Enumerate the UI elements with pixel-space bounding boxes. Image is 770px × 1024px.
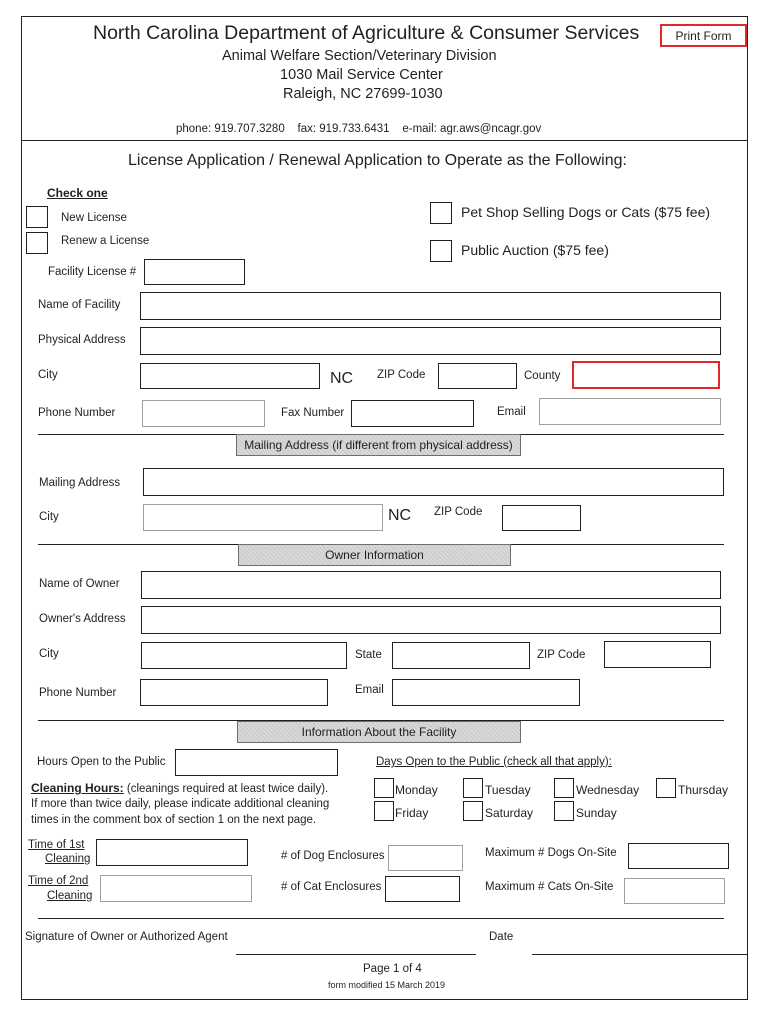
max-dogs-field[interactable] [628,843,729,869]
facility-zip-field[interactable] [438,363,517,389]
mailing-address-field[interactable] [143,468,724,496]
contact-line: phone: 919.707.3280 fax: 919.733.6431 e-mail: agr.aws@ncagr.gov [176,123,542,135]
facility-email-label: Email [497,406,526,418]
tuesday-label: Tuesday [485,783,531,797]
mail-center: 1030 Mail Service Center [280,67,443,83]
physical-address-label: Physical Address [38,334,126,346]
facility-zip-label: ZIP Code [377,369,426,381]
wednesday-label: Wednesday [576,783,640,797]
form-modified: form modified 15 March 2019 [328,980,446,990]
division-name: Animal Welfare Section/Veterinary Division [222,48,497,64]
owner-banner: Owner Information [238,544,511,566]
renew-license-label: Renew a License [61,235,150,247]
owner-email-label: Email [355,684,384,696]
facility-fax-field[interactable] [351,400,474,427]
cleaning-note-1: (cleanings required at least twice daily). [123,783,329,795]
thursday-checkbox[interactable] [656,778,676,798]
saturday-checkbox[interactable] [463,801,483,821]
hours-field[interactable] [175,749,338,776]
city-zip: Raleigh, NC 27699-1030 [283,86,443,102]
county-label: County [524,370,561,382]
signature-line [236,954,476,955]
facility-name-field[interactable] [140,292,721,320]
owner-city-field[interactable] [141,642,347,669]
mailing-city-label: City [39,511,59,523]
owner-phone-field[interactable] [140,679,328,706]
cat-enclosures-label: # of Cat Enclosures [281,881,382,893]
facility-phone-label: Phone Number [38,407,116,419]
mailing-city-field[interactable] [143,504,383,531]
agency-title: North Carolina Department of Agriculture & Consumer Services [93,22,640,44]
signature-label: Signature of Owner or Authorized Agent [25,931,228,943]
pet-shop-label: Pet Shop Selling Dogs or Cats ($75 fee) [461,204,711,220]
mailing-banner: Mailing Address (if different from physical address) [236,434,521,456]
page-number: Page 1 of 4 [363,963,422,975]
county-field[interactable] [572,361,720,389]
facility-fax-label: Fax Number [281,407,345,419]
facility-state: NC [330,370,354,387]
new-license-checkbox[interactable] [26,206,48,228]
mailing-zip-field[interactable] [502,505,581,531]
facility-city-label: City [38,369,58,381]
owner-zip-label: ZIP Code [537,649,586,661]
facility-name-label: Name of Facility [38,299,121,311]
pet-shop-checkbox[interactable] [430,202,452,224]
public-auction-checkbox[interactable] [430,240,452,262]
cleaning-note-2: If more than twice daily, please indicate additional cleaning [31,798,330,810]
owner-phone-label: Phone Number [39,687,117,699]
owner-name-label: Name of Owner [39,578,120,590]
first-cleaning-field[interactable] [96,839,248,866]
owner-state-label: State [355,649,382,661]
second-cleaning-label-2: Cleaning [47,890,93,902]
tuesday-checkbox[interactable] [463,778,483,798]
first-cleaning-label-2: Cleaning [45,853,91,865]
owner-city-label: City [39,648,59,660]
owner-state-field[interactable] [392,642,530,669]
check-one-heading: Check one [47,186,108,200]
hours-label: Hours Open to the Public [37,756,166,768]
thursday-label: Thursday [678,783,729,797]
max-cats-field[interactable] [624,878,725,904]
owner-email-field[interactable] [392,679,580,706]
max-cats-label: Maximum # Cats On-Site [485,881,614,893]
max-dogs-label: Maximum # Dogs On-Site [485,847,617,859]
date-label: Date [489,931,514,943]
form-title: License Application / Renewal Application to Operate as the Following: [128,152,627,169]
saturday-label: Saturday [485,806,534,820]
wednesday-checkbox[interactable] [554,778,574,798]
owner-address-label: Owner's Address [39,613,126,625]
cleaning-hours-text [31,781,328,795]
monday-label: Monday [395,783,438,797]
cleaning-note-3: times in the comment box of section 1 on the next page. [31,814,317,826]
facility-email-field[interactable] [539,398,721,425]
renew-license-checkbox[interactable] [26,232,48,254]
cleaning-hours-heading: Cleaning Hours: [31,781,124,795]
second-cleaning-field[interactable] [100,875,252,902]
sunday-checkbox[interactable] [554,801,574,821]
facility-city-field[interactable] [140,363,320,389]
physical-address-field[interactable] [140,327,721,355]
dog-enclosures-label: # of Dog Enclosures [281,850,385,862]
facility-license-field[interactable] [144,259,245,285]
owner-address-field[interactable] [141,606,721,634]
date-line [532,954,747,955]
second-cleaning-label-1: Time of 2nd [28,875,89,887]
facility-info-banner: Information About the Facility [237,721,521,743]
header-rule [21,140,748,141]
owner-zip-field[interactable] [604,641,711,668]
signature-top-rule [38,918,724,919]
facility-license-label: Facility License # [48,266,137,278]
mailing-address-label: Mailing Address [39,477,121,489]
mailing-zip-label: ZIP Code [434,506,483,518]
cat-enclosures-field[interactable] [385,876,460,902]
days-open-label: Days Open to the Public (check all that apply): [376,756,612,768]
owner-name-field[interactable] [141,571,721,599]
public-auction-label: Public Auction ($75 fee) [461,242,609,258]
new-license-label: New License [61,212,127,224]
friday-checkbox[interactable] [374,801,394,821]
sunday-label: Sunday [576,806,617,820]
print-form-button[interactable]: Print Form [660,24,747,47]
friday-label: Friday [395,806,429,820]
first-cleaning-label-1: Time of 1st [28,839,85,851]
dog-enclosures-field[interactable] [388,845,463,871]
mailing-state: NC [388,507,412,524]
facility-phone-field[interactable] [142,400,265,427]
monday-checkbox[interactable] [374,778,394,798]
